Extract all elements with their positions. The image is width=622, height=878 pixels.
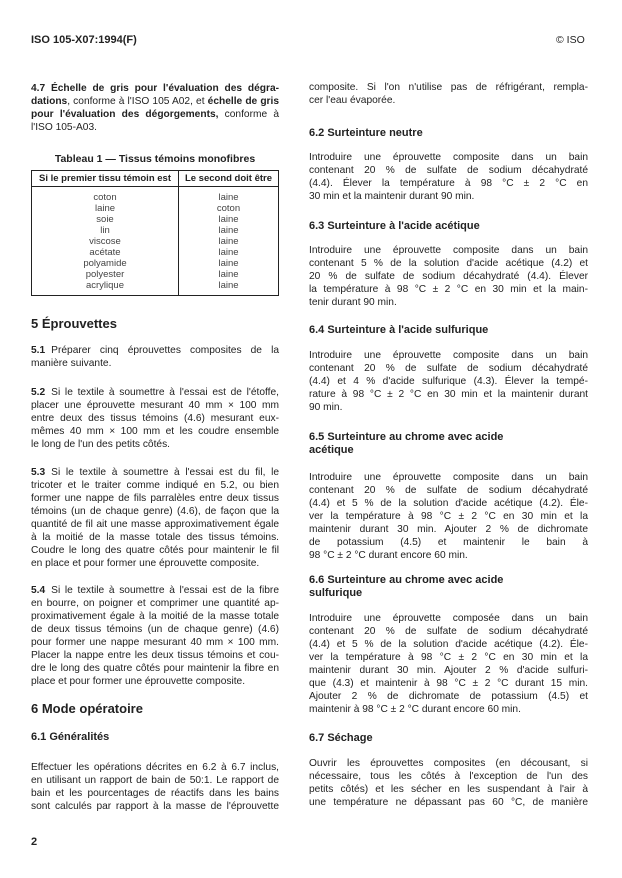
paragraph-number: 5.3 <box>31 467 46 478</box>
text-line <box>309 270 588 283</box>
line-text: tenir durant 90 min. <box>309 297 397 308</box>
text-line <box>31 425 279 438</box>
line-text: Effectuer les opérations décrites en 6.2 à 6.7 inclus, <box>31 762 279 773</box>
paragraph-6-1 <box>31 761 279 813</box>
paragraph-6-4 <box>309 349 588 414</box>
text-line <box>31 544 279 557</box>
line-text: témoins (un de chaque genre) (4.6), de façon que la <box>31 506 279 517</box>
paragraph-number: 5.2 <box>31 387 46 398</box>
text-line <box>309 151 588 164</box>
table-row <box>32 258 279 269</box>
text-line <box>309 549 588 562</box>
text-line <box>31 357 279 370</box>
line-text: une température ne dépassant pas 60 °C, de manière <box>309 797 588 808</box>
text-line <box>309 94 588 107</box>
line-text: en bourre, on poigner et comprimer une quantité ap- <box>31 598 279 609</box>
line-text: pour former une nappe mesurant 40 mm × 100 mm. <box>31 637 279 648</box>
table-row <box>32 225 279 236</box>
paragraph-6-3 <box>309 244 588 309</box>
line-text: Introduire une éprouvette composite dans un bain <box>309 152 588 163</box>
text-run: l'ISO 105-A03. <box>31 122 97 133</box>
line-text: contenant 20 % de sulfate de sodium décahydraté <box>309 363 588 374</box>
table-cell: lin <box>32 225 179 236</box>
table-cell: laine <box>218 225 239 236</box>
table-row <box>32 280 279 296</box>
line-text: cer l'eau évaporée. <box>309 95 396 106</box>
line-text: entre deux des tissus témoins (4.6) mesurant eux- <box>31 413 279 424</box>
text-line <box>31 531 279 544</box>
text-line <box>31 675 279 688</box>
paragraph-6-1-cont <box>309 81 588 107</box>
line-text: nécessaire, tous les côtés à l'exception de l'un des <box>309 771 588 782</box>
text-line <box>31 399 279 412</box>
table-row <box>32 236 279 247</box>
table-header: Le second doit être <box>179 171 279 187</box>
line-text: placer une éprouvette mesurant 40 mm × 100 mm <box>31 400 279 411</box>
text-line <box>31 649 279 662</box>
text-line <box>309 625 588 638</box>
text-line <box>31 505 279 518</box>
text-line <box>31 557 279 570</box>
section-heading-6-1: 6.1 Généralités <box>31 731 110 743</box>
line-text: (4.4). Élever la température à 98 °C ± 2 °C en <box>309 178 588 189</box>
line-text: 98 °C ± 2 °C durant encore 60 min. <box>309 550 468 561</box>
line-text: composite. Si l'on n'utilise pas de réfrigérant, rempla- <box>309 82 588 93</box>
section-4-7 <box>31 82 279 134</box>
line-text: mêmes 40 mm × 100 mm et les coudre ensemble <box>31 426 279 437</box>
table-cell: laine <box>218 247 239 258</box>
table-cell: soie <box>32 214 179 225</box>
line-text: que (4.3) et maintenir à 98 °C ± 2 °C durant 15 min. <box>309 678 588 689</box>
table-cell: laine <box>218 192 239 203</box>
line-text: Préparer cinq éprouvettes composites de la <box>51 345 279 356</box>
line-text: contenant 20 % de sulfate de sodium décahydraté <box>309 626 588 637</box>
line-text: (4.4) et 4 % d'acide sulfurique (4.3). Élever la tempé- <box>309 376 588 387</box>
text-line <box>309 177 588 190</box>
table-cell: polyamide <box>32 258 179 269</box>
line-text: quantité de fil ait une masse approximativement égale <box>31 519 279 530</box>
line-text: Si le textile à soumettre à l'essai est de l'étoffe, <box>51 387 279 398</box>
section-heading-6-5 <box>309 431 503 457</box>
table-cell: acétate <box>32 247 179 258</box>
line-text: manière suivante. <box>31 358 112 369</box>
text-line <box>309 703 588 716</box>
text-run: , conforme à l'ISO 105 A02, et <box>67 96 208 107</box>
section-heading-6-2: 6.2 Surteinture neutre <box>309 127 423 139</box>
text-line <box>309 651 588 664</box>
table-cell: laine <box>218 269 239 280</box>
line-text: Ouvrir les éprouvettes composites (en décousant, si <box>309 758 588 769</box>
table-cell: laine <box>218 236 239 247</box>
table-cell: coton <box>216 203 241 214</box>
text-line <box>31 82 279 95</box>
section-heading-6-4: 6.4 Surteinture à l'acide sulfurique <box>309 324 489 336</box>
text-line <box>309 283 588 296</box>
paragraph-6-2 <box>309 151 588 203</box>
heading-line: sulfurique <box>309 587 363 599</box>
line-text: Introduire une éprouvette composite dans un bain <box>309 245 588 256</box>
text-line <box>309 770 588 783</box>
text-line <box>309 484 588 497</box>
table-row <box>32 269 279 280</box>
text-run: dations <box>31 96 68 107</box>
paragraph-5-4 <box>31 584 279 688</box>
line-text: Si le textile à soumettre à l'essai est de la fibre <box>51 585 279 596</box>
line-text: bain et les pourcentages de réactifs dans les bains <box>31 788 279 799</box>
line-text: tricoter et le traiter comme indiqué en 5.2, ou bien <box>31 480 279 491</box>
text-line <box>309 388 588 401</box>
text-line <box>309 362 588 375</box>
section-heading-6-6 <box>309 574 503 600</box>
line-text: la température à 98 °C ± 2 °C en 30 min et la main- <box>309 284 588 295</box>
table-cell: laine <box>32 203 179 214</box>
line-text: maintenir durant 30 min. Ajouter 2 % d'acide sulfuri- <box>309 665 588 676</box>
text-line <box>309 757 588 770</box>
heading-line: 6.5 Surteinture au chrome avec acide <box>309 431 504 443</box>
text-line <box>31 774 279 787</box>
text-line <box>31 344 279 357</box>
text-line <box>309 677 588 690</box>
line-text: (4.4) et 5 % de la solution d'acide acétique (4.2). Éle- <box>309 498 588 509</box>
line-text: le long de l'un des petits côtés. <box>31 439 170 450</box>
line-text: Introduire une éprouvette composée dans un bain <box>309 613 588 624</box>
text-line <box>309 796 588 809</box>
text-run: conforme à <box>218 109 280 120</box>
text-line <box>31 636 279 649</box>
text-line <box>309 375 588 388</box>
table-header: Si le premier tissu témoin est <box>32 171 179 187</box>
text-line <box>31 597 279 610</box>
table-row <box>32 247 279 258</box>
line-text: à la moitié de la masse totale des tissus témoins. <box>31 532 279 543</box>
text-line <box>31 121 279 134</box>
text-line <box>309 244 588 257</box>
line-text: de potassium (4.5) et maintenir le bain à <box>309 537 588 548</box>
section-heading-6: 6 Mode opératoire <box>31 701 143 716</box>
text-line <box>309 296 588 309</box>
table-cell: laine <box>218 214 239 225</box>
table-title: Tableau 1 — Tissus témoins monofibres <box>54 153 256 165</box>
paragraph-5-2 <box>31 386 279 451</box>
table-cell: coton <box>32 187 179 204</box>
text-line <box>309 523 588 536</box>
line-text: Si le textile à soumettre à l'essai est du fil, le <box>51 467 279 478</box>
line-text: Coudre le long des quatre côtés pour maintenir le fil <box>31 545 279 556</box>
text-line <box>31 610 279 623</box>
line-text: former une nappe de fils parralèles entre deux tissus <box>31 493 279 504</box>
line-text: contenant 20 % de sulfate de sodium décahydraté <box>309 485 588 496</box>
line-text: place et pour former une éprouvette composite. <box>31 676 246 687</box>
table-row <box>32 187 279 204</box>
paragraph-number: 5.1 <box>31 345 46 356</box>
text-line <box>31 623 279 636</box>
line-text: Placer la nappe entre les deux tissus témoins et cou- <box>31 650 279 661</box>
table-cell: polyester <box>32 269 179 280</box>
line-text: Introduire une éprouvette composite dans un bain <box>309 350 588 361</box>
text-line <box>31 761 279 774</box>
text-line <box>309 783 588 796</box>
text-line <box>31 386 279 399</box>
text-run: 4.7 Échelle de gris pour l'évaluation des dégra- <box>31 83 279 94</box>
line-text: petits côtés) et les sécher en les suspendant à l'air à <box>309 784 588 795</box>
text-line <box>31 95 279 108</box>
table-cell: laine <box>218 280 239 291</box>
line-text: ver la température à 98 °C ± 2 °C en 30 min et la <box>309 652 588 663</box>
text-line <box>31 800 279 813</box>
copyright: © ISO <box>556 34 585 46</box>
text-line <box>309 638 588 651</box>
paragraph-5-1 <box>31 344 279 370</box>
line-text: sont calculés par rapport à la masse de l'éprouvette <box>31 801 279 812</box>
section-heading-5: 5 Éprouvettes <box>31 316 117 331</box>
paragraph-5-3 <box>31 466 279 570</box>
text-line <box>31 518 279 531</box>
line-text: rature à 98 °C ± 2 °C en 30 min et la maintenir durant <box>309 389 588 400</box>
paragraph-6-6 <box>309 612 588 716</box>
text-line <box>309 510 588 523</box>
text-line <box>309 349 588 362</box>
text-line <box>31 108 279 121</box>
text-line <box>31 787 279 800</box>
line-text: en utilisant un rapport de bain de 50:1. Le rapport de <box>31 775 279 786</box>
line-text: maintenir durant 30 min. Ajouter 2 % de dichromate <box>309 524 588 535</box>
line-text: Introduire une éprouvette composite dans un bain <box>309 472 588 483</box>
text-line <box>309 81 588 94</box>
line-text: contenant 20 % de sulfate de sodium décahydraté <box>309 165 588 176</box>
line-text: Ajouter 2 % de dichromate de potassium (4.5) et <box>309 691 588 702</box>
text-line <box>309 612 588 625</box>
paragraph-6-5 <box>309 471 588 562</box>
page-number: 2 <box>31 836 38 848</box>
table-cell: viscose <box>32 236 179 247</box>
text-line <box>31 438 279 451</box>
table-row <box>32 203 279 214</box>
line-text: proximativement égale à la moitié de la masse totale <box>31 611 279 622</box>
text-line <box>31 412 279 425</box>
text-line <box>309 497 588 510</box>
line-text: (4.4) et 5 % de la solution d'acide acétique (4.2). Éle- <box>309 639 588 650</box>
table-cell: acrylique <box>32 280 179 296</box>
text-line <box>309 190 588 203</box>
paragraph-6-7 <box>309 757 588 809</box>
table-row <box>32 214 279 225</box>
text-line <box>309 536 588 549</box>
line-text: en place et pour former une éprouvette composite. <box>31 558 260 569</box>
text-line <box>309 471 588 484</box>
heading-line: acétique <box>309 444 354 456</box>
line-text: 20 % de sulfate de sodium décahydraté (4.4). Élever <box>309 271 588 282</box>
line-text: 30 min et la maintenir durant 90 min. <box>309 191 475 202</box>
text-line <box>309 257 588 270</box>
line-text: maintenir à 98 °C ± 2 °C durant encore 60 min. <box>309 704 521 715</box>
section-heading-6-3: 6.3 Surteinture à l'acide acétique <box>309 220 480 232</box>
text-line <box>309 690 588 703</box>
table-cell: laine <box>218 258 239 269</box>
reference-fabric-table <box>31 170 279 296</box>
heading-line: 6.6 Surteinture au chrome avec acide <box>309 574 504 586</box>
text-line <box>31 662 279 675</box>
text-run: échelle de gris <box>207 96 280 107</box>
line-text: de deux tissus témoins (un de chaque genre) (4.6) <box>31 624 279 635</box>
text-line <box>309 164 588 177</box>
document-id: ISO 105-X07:1994(F) <box>31 34 137 46</box>
text-line <box>309 664 588 677</box>
text-run: pour l'évaluation des dégorgements, <box>31 109 219 120</box>
text-line <box>31 466 279 479</box>
section-heading-6-7: 6.7 Séchage <box>309 732 373 744</box>
line-text: 90 min. <box>309 402 343 413</box>
text-line <box>31 584 279 597</box>
text-line <box>31 492 279 505</box>
line-text: ver la température à 98 °C ± 2 °C en 30 min et la <box>309 511 588 522</box>
line-text: dre le long des quatre côtés pour maintenir la fibre en <box>31 663 279 674</box>
text-line <box>309 401 588 414</box>
line-text: contenant 5 % de la solution d'acide acétique (4.2) et <box>309 258 588 269</box>
paragraph-number: 5.4 <box>31 585 46 596</box>
text-line <box>31 479 279 492</box>
